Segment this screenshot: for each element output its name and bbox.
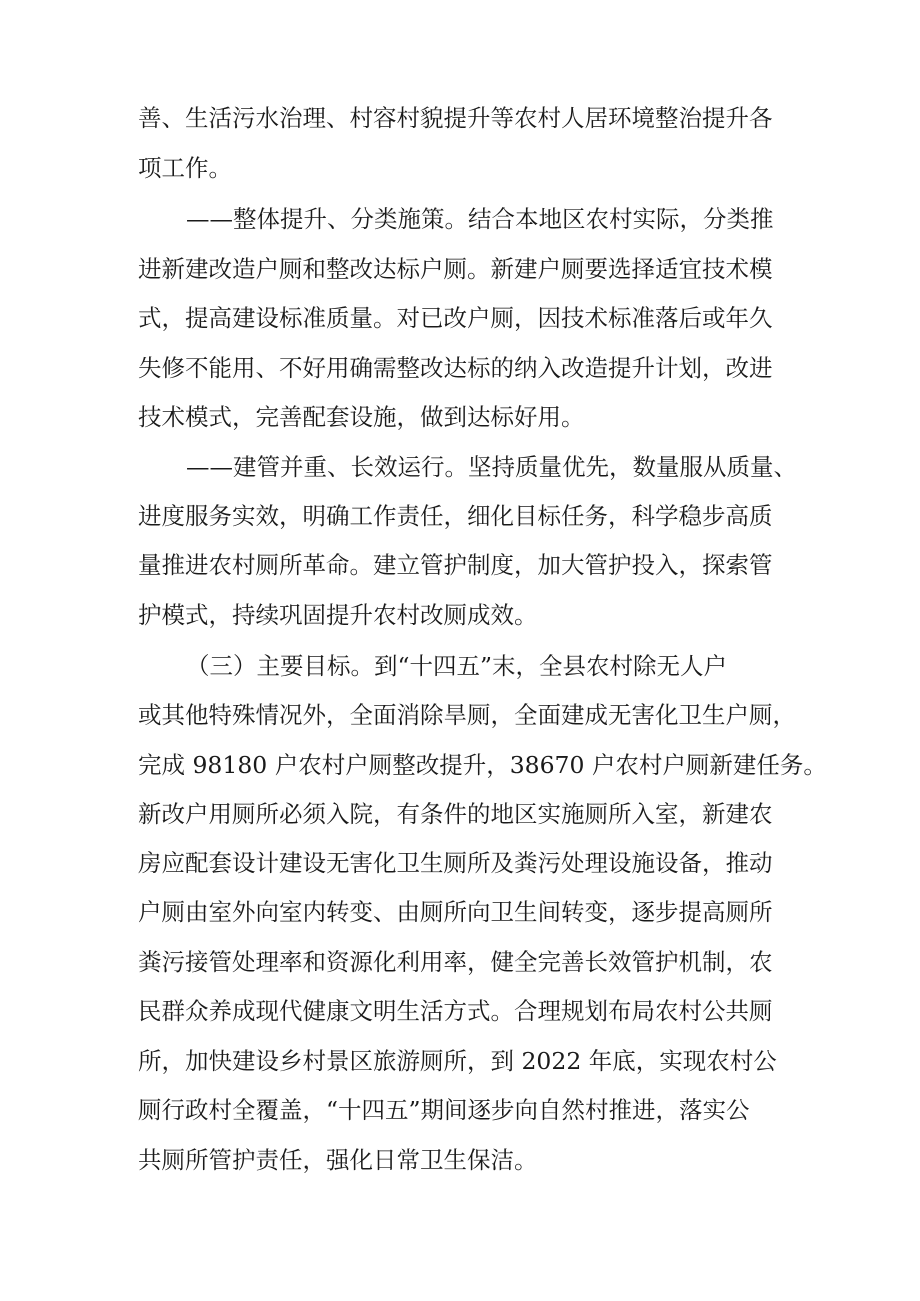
text-line: ——整体提升、分类施策。结合本地区农村实际，分类推 xyxy=(186,205,774,233)
text-line: 民群众养成现代健康文明生活方式。合理规划布局农村公共厕 xyxy=(138,997,773,1025)
text-line: 共厕所管护责任，强化日常卫生保洁。 xyxy=(138,1146,538,1174)
text-line: （三）主要目标。到“十四五”末，全县农村除无人户 xyxy=(186,652,728,680)
text-line: 护模式，持续巩固提升农村改厕成效。 xyxy=(138,601,538,629)
text-line: 房应配套设计建设无害化卫生厕所及粪污处理设施设备，推动 xyxy=(138,849,773,877)
text-line: ——建管并重、长效运行。坚持质量优先，数量服从质量、 xyxy=(186,453,797,481)
text-line: 式，提高建设标准质量。对已改户厕，因技术标准落后或年久 xyxy=(138,304,773,332)
text-line: 完成 98180 户农村户厕整改提升，38670 户农村户厕新建任务。 xyxy=(138,751,827,779)
text-line: 技术模式，完善配套设施，做到达标好用。 xyxy=(138,403,585,431)
text-line: 户厕由室外向室内转变、由厕所向卫生间转变，逐步提高厕所 xyxy=(138,898,773,926)
text-line: 善、生活污水治理、村容村貌提升等农村人居环境整治提升各 xyxy=(138,104,773,132)
text-line: 所，加快建设乡村景区旅游厕所，到 2022 年底，实现农村公 xyxy=(138,1047,777,1075)
text-line: 或其他特殊情况外，全面消除旱厕，全面建成无害化卫生户厕， xyxy=(138,701,796,729)
text-line: 进新建改造户厕和整改达标户厕。新建户厕要选择适宜技术模 xyxy=(138,255,773,283)
text-line: 失修不能用、不好用确需整改达标的纳入改造提升计划，改进 xyxy=(138,354,773,382)
text-line: 项工作。 xyxy=(138,154,232,182)
text-line: 粪污接管处理率和资源化利用率，健全完善长效管护机制，农 xyxy=(138,948,773,976)
text-line: 新改户用厕所必须入院，有条件的地区实施厕所入室，新建农 xyxy=(138,800,773,828)
text-line: 量推进农村厕所革命。建立管护制度，加大管护投入，探索管 xyxy=(138,551,773,579)
text-line: 进度服务实效，明确工作责任，细化目标任务，科学稳步高质 xyxy=(138,502,773,530)
text-line: 厕行政村全覆盖，“十四五”期间逐步向自然村推进，落实公 xyxy=(138,1096,750,1124)
